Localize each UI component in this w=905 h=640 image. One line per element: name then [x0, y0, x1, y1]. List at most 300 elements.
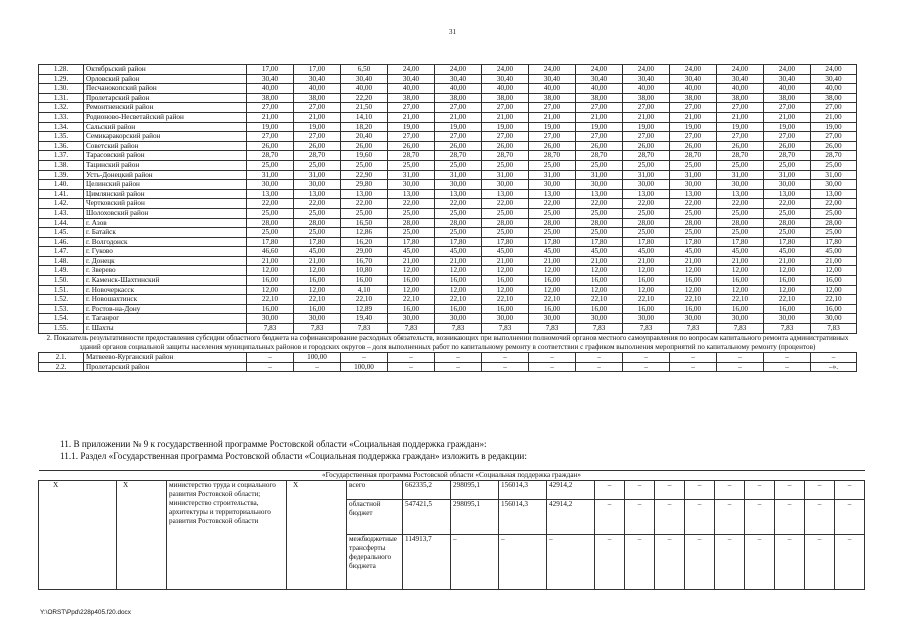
value-cell: 28,70	[717, 151, 764, 161]
value-cell: –	[805, 535, 835, 590]
value-cell: 19,00	[811, 122, 857, 132]
paragraph-11-1: 11.1. Раздел «Государственная программа Ростовской области «Социальная поддержка граждан» изложить в редакции:	[60, 451, 527, 461]
value-cell: 21,00	[482, 256, 529, 266]
value-cell: 6,50	[341, 65, 388, 75]
value-cell: 30,40	[294, 74, 341, 84]
paragraph-11: 11. В приложении № 9 к государственной программе Ростовской области «Социальная поддержка граждан»:	[60, 439, 487, 449]
value-cell: 30,00	[717, 314, 764, 324]
value-cell: –	[715, 499, 745, 534]
value-cell: 12,86	[341, 228, 388, 238]
value-cell: 40,00	[764, 84, 811, 94]
value-cell: 13,00	[529, 189, 576, 199]
row-number: 1.41.	[39, 189, 84, 199]
value-cell: 18,20	[341, 122, 388, 132]
row-number: 1.29.	[39, 74, 84, 84]
value-cell: 16,00	[341, 276, 388, 286]
value-cell: –	[529, 362, 576, 372]
value-cell: 19,00	[247, 122, 294, 132]
value-cell: 12,00	[576, 285, 623, 295]
value-cell: 45,00	[670, 247, 717, 257]
table-row	[39, 247, 857, 257]
value-cell: 27,00	[623, 103, 670, 113]
value-cell: 24,00	[717, 65, 764, 75]
value-cell: 16,00	[764, 304, 811, 314]
value-cell: 25,00	[435, 228, 482, 238]
value-cell: 30,00	[388, 314, 435, 324]
value-cell: 21,00	[811, 112, 857, 122]
value-cell: 30,40	[576, 74, 623, 84]
value-cell: 21,00	[623, 256, 670, 266]
value-cell: 17,00	[294, 65, 341, 75]
row-number: 1.36.	[39, 141, 84, 151]
value-cell: 12,00	[435, 285, 482, 295]
value-cell: 30,00	[670, 314, 717, 324]
value-cell: 12,00	[623, 266, 670, 276]
row-name: Семикаракорский район	[84, 132, 247, 142]
value-cell: 16,70	[341, 256, 388, 266]
value-cell: 27,00	[811, 103, 857, 113]
table-row	[39, 199, 857, 209]
value-cell: 547421,5	[403, 499, 451, 534]
table-row	[39, 93, 857, 103]
value-cell: 17,80	[435, 237, 482, 247]
value-cell: 40,00	[717, 84, 764, 94]
row-number: 1.39.	[39, 170, 84, 180]
value-cell: 7,83	[247, 324, 294, 334]
value-cell: 12,89	[341, 304, 388, 314]
value-cell: 22,00	[576, 199, 623, 209]
value-cell: 30,00	[717, 180, 764, 190]
row-name: г. Ростов-на-Дону	[84, 304, 247, 314]
value-cell: 25,00	[482, 160, 529, 170]
row-name: Октябрьский район	[84, 65, 247, 75]
row-number: 1.30.	[39, 84, 84, 94]
value-cell: 28,70	[811, 151, 857, 161]
value-cell: 13,00	[388, 189, 435, 199]
value-cell: 12,00	[811, 285, 857, 295]
value-cell: –	[247, 353, 294, 363]
row-name: г. Таганрог	[84, 314, 247, 324]
value-cell: 30,00	[764, 180, 811, 190]
value-cell: 19,00	[388, 122, 435, 132]
value-cell: 45,00	[388, 247, 435, 257]
value-cell: 16,00	[529, 276, 576, 286]
table-row	[39, 304, 857, 314]
value-cell: 22,00	[764, 199, 811, 209]
value-cell: 26,00	[576, 141, 623, 151]
value-cell: 42914,2	[547, 481, 595, 500]
table-row	[39, 256, 857, 266]
value-cell: 16,00	[482, 304, 529, 314]
value-cell: 22,00	[670, 199, 717, 209]
value-cell: 40,00	[341, 84, 388, 94]
value-cell: 7,83	[529, 324, 576, 334]
value-cell: –	[482, 353, 529, 363]
row-number: 1.31.	[39, 93, 84, 103]
value-cell: 31,00	[576, 170, 623, 180]
value-cell: –	[775, 481, 805, 500]
value-cell: 28,70	[247, 151, 294, 161]
value-cell: 27,00	[576, 132, 623, 142]
value-cell: 28,70	[623, 151, 670, 161]
value-cell: 12,00	[576, 266, 623, 276]
value-cell: 45,00	[294, 247, 341, 257]
value-cell: 13,00	[247, 189, 294, 199]
value-cell: 30,40	[529, 74, 576, 84]
value-cell: 28,00	[247, 218, 294, 228]
value-cell: 22,10	[388, 295, 435, 305]
value-cell: 24,00	[482, 65, 529, 75]
value-cell: 31,00	[623, 170, 670, 180]
value-cell: 26,00	[247, 141, 294, 151]
value-cell: 22,90	[341, 170, 388, 180]
value-cell: 19,00	[623, 122, 670, 132]
value-cell: 16,00	[811, 304, 857, 314]
value-cell: 25,00	[294, 208, 341, 218]
value-cell: –	[685, 535, 715, 590]
value-cell: 22,00	[388, 199, 435, 209]
value-cell: 22,10	[717, 295, 764, 305]
value-cell: 30,00	[388, 180, 435, 190]
value-cell: 40,00	[294, 84, 341, 94]
row-number: 1.33.	[39, 112, 84, 122]
value-cell: 28,00	[811, 218, 857, 228]
value-cell: –	[388, 362, 435, 372]
row-name: Тацинский район	[84, 160, 247, 170]
value-cell: –	[482, 362, 529, 372]
value-cell: 25,00	[482, 228, 529, 238]
value-cell: 45,00	[435, 247, 482, 257]
value-cell: 30,40	[764, 74, 811, 84]
row-number: 1.34.	[39, 122, 84, 132]
value-cell: 25,00	[576, 208, 623, 218]
page-number: 31	[449, 28, 456, 36]
value-cell: 31,00	[811, 170, 857, 180]
value-cell: 31,00	[529, 170, 576, 180]
row-number: 1.51.	[39, 285, 84, 295]
value-cell: 7,83	[294, 324, 341, 334]
value-cell: 38,00	[717, 93, 764, 103]
section-2-heading: 2. Показатель результативности предоставления субсидии областного бюджета на софинансирование расходных обязательств, возникающих при выполнении полномочий органов местного самоуправления по вопросам капитального ремонта административных зданий органов социальной защиты населения муниципальных районов и городских округов – доля выполненных работ по капитальному ремонту в соответствии с графиком выполнения мероприятий по капитальному ремонту (процентов)	[39, 333, 857, 352]
value-cell: 24,00	[670, 65, 717, 75]
value-cell: 156014,3	[499, 481, 547, 500]
value-cell: 30,00	[294, 180, 341, 190]
value-cell: 25,00	[623, 208, 670, 218]
table-row	[39, 218, 857, 228]
value-cell: 26,00	[529, 141, 576, 151]
value-cell: 27,00	[529, 103, 576, 113]
value-cell: 30,00	[623, 180, 670, 190]
row-name: г. Новошахтинск	[84, 295, 247, 305]
value-cell: –	[835, 481, 865, 500]
value-cell: 19,00	[717, 122, 764, 132]
value-cell: 12,00	[294, 266, 341, 276]
value-cell: 7,83	[341, 324, 388, 334]
value-cell: 13,00	[811, 189, 857, 199]
value-cell: 12,00	[247, 266, 294, 276]
value-cell: 45,00	[576, 247, 623, 257]
value-cell: 25,00	[341, 208, 388, 218]
value-cell: 26,00	[764, 141, 811, 151]
value-cell: 21,00	[247, 256, 294, 266]
value-cell: 4,10	[341, 285, 388, 295]
value-cell: 28,70	[435, 151, 482, 161]
table-row	[39, 324, 857, 334]
value-cell: 38,00	[623, 93, 670, 103]
value-cell: 12,00	[717, 266, 764, 276]
value-cell: 25,00	[764, 208, 811, 218]
value-cell: 12,00	[482, 285, 529, 295]
value-cell: 25,00	[247, 208, 294, 218]
table-row	[39, 112, 857, 122]
value-cell: –».	[811, 362, 857, 372]
row-number: 2.2.	[39, 362, 84, 372]
value-cell: 30,40	[670, 74, 717, 84]
value-cell: 25,00	[294, 228, 341, 238]
value-cell: 27,00	[294, 132, 341, 142]
table-row	[39, 295, 857, 305]
value-cell: 16,00	[247, 276, 294, 286]
value-cell: –	[685, 499, 715, 534]
row-number: 1.32.	[39, 103, 84, 113]
value-cell: –	[717, 353, 764, 363]
value-cell: –	[595, 499, 625, 534]
table-row	[39, 170, 857, 180]
row-name: г. Новочеркасск	[84, 285, 247, 295]
value-cell: 16,00	[623, 276, 670, 286]
value-cell: 30,40	[717, 74, 764, 84]
value-cell: 25,00	[764, 228, 811, 238]
value-cell: 16,00	[670, 304, 717, 314]
col-x: Х	[287, 481, 347, 590]
value-cell: 13,00	[482, 189, 529, 199]
value-cell: 26,00	[811, 141, 857, 151]
value-cell: 16,00	[576, 304, 623, 314]
value-cell: 25,00	[388, 160, 435, 170]
value-cell: 38,00	[764, 93, 811, 103]
value-cell: 21,00	[482, 112, 529, 122]
value-cell: 19,00	[764, 122, 811, 132]
value-cell: 38,00	[294, 93, 341, 103]
value-cell: 27,00	[764, 103, 811, 113]
value-cell: –	[655, 481, 685, 500]
value-cell: 25,00	[717, 160, 764, 170]
value-cell: –	[435, 353, 482, 363]
indicators-table	[38, 64, 857, 372]
value-cell: 20,40	[341, 132, 388, 142]
value-cell: 25,00	[670, 208, 717, 218]
value-cell: 27,00	[388, 132, 435, 142]
value-cell: 25,00	[482, 208, 529, 218]
row-name: Орловский район	[84, 74, 247, 84]
value-cell: 40,00	[811, 84, 857, 94]
value-cell: 12,00	[764, 285, 811, 295]
table-row	[39, 481, 865, 500]
value-cell: 17,80	[623, 237, 670, 247]
value-cell: –	[529, 353, 576, 363]
value-cell: 28,00	[764, 218, 811, 228]
value-cell: 28,00	[388, 218, 435, 228]
value-cell: 19,00	[482, 122, 529, 132]
row-number: 1.54.	[39, 314, 84, 324]
value-cell: –	[805, 481, 835, 500]
table-row	[39, 74, 857, 84]
value-cell: 21,00	[717, 112, 764, 122]
row-name: Сальский район	[84, 122, 247, 132]
value-cell: –	[595, 535, 625, 590]
section-header-row	[39, 333, 857, 352]
value-cell: 16,00	[247, 304, 294, 314]
value-cell: 30,40	[388, 74, 435, 84]
value-cell: 25,00	[576, 228, 623, 238]
value-cell: 25,00	[435, 208, 482, 218]
value-cell: –	[745, 481, 775, 500]
table-row	[39, 362, 857, 372]
value-cell: 7,83	[623, 324, 670, 334]
value-cell: 24,00	[764, 65, 811, 75]
value-cell: 28,70	[529, 151, 576, 161]
value-cell: 25,00	[717, 228, 764, 238]
value-cell: 24,00	[811, 65, 857, 75]
value-cell: 21,00	[435, 112, 482, 122]
row-number: 1.43.	[39, 208, 84, 218]
value-cell: 21,00	[388, 256, 435, 266]
value-cell: 30,00	[247, 314, 294, 324]
value-cell: 16,50	[341, 218, 388, 228]
value-cell: 19,00	[294, 122, 341, 132]
row-number: 1.44.	[39, 218, 84, 228]
value-cell: 30,00	[529, 314, 576, 324]
row-name: Песчанокопский район	[84, 84, 247, 94]
table-row	[39, 266, 857, 276]
value-cell: 17,80	[529, 237, 576, 247]
value-cell: 114913,7	[403, 535, 451, 590]
table-row	[39, 228, 857, 238]
value-cell: 24,00	[623, 65, 670, 75]
value-cell: 28,70	[764, 151, 811, 161]
value-cell: 22,10	[623, 295, 670, 305]
value-cell: 30,00	[811, 314, 857, 324]
value-cell: 40,00	[388, 84, 435, 94]
value-cell: 38,00	[247, 93, 294, 103]
table-row	[39, 160, 857, 170]
value-cell: 30,40	[482, 74, 529, 84]
value-cell: 16,00	[811, 276, 857, 286]
value-cell: 27,00	[717, 132, 764, 142]
value-cell: 25,00	[764, 160, 811, 170]
value-cell: 12,00	[529, 285, 576, 295]
value-cell: 27,00	[529, 132, 576, 142]
value-cell: 31,00	[388, 170, 435, 180]
row-number: 1.49.	[39, 266, 84, 276]
value-cell: 21,00	[576, 112, 623, 122]
value-cell: 21,00	[388, 112, 435, 122]
value-cell: 25,00	[247, 160, 294, 170]
value-cell: 7,83	[482, 324, 529, 334]
row-number: 1.45.	[39, 228, 84, 238]
value-cell: 21,00	[294, 112, 341, 122]
row-number: 1.47.	[39, 247, 84, 257]
value-cell: 38,00	[670, 93, 717, 103]
value-cell: 17,80	[764, 237, 811, 247]
value-cell: 16,00	[717, 304, 764, 314]
value-cell: 22,10	[435, 295, 482, 305]
value-cell: 16,00	[623, 304, 670, 314]
row-number: 1.37.	[39, 151, 84, 161]
value-cell: 16,00	[482, 276, 529, 286]
funding-source: всего	[347, 481, 403, 500]
value-cell: –	[715, 535, 745, 590]
value-cell: –	[595, 481, 625, 500]
value-cell: 21,00	[576, 256, 623, 266]
value-cell: 16,00	[435, 276, 482, 286]
value-cell: –	[717, 362, 764, 372]
value-cell: 22,00	[529, 199, 576, 209]
value-cell: 22,10	[811, 295, 857, 305]
value-cell: 100,00	[341, 362, 388, 372]
value-cell: 17,00	[247, 65, 294, 75]
value-cell: 30,40	[341, 74, 388, 84]
row-name: Тарасовский район	[84, 151, 247, 161]
value-cell: 22,00	[482, 199, 529, 209]
value-cell: 22,10	[764, 295, 811, 305]
value-cell: 13,00	[623, 189, 670, 199]
value-cell: 31,00	[435, 170, 482, 180]
value-cell: 30,00	[576, 180, 623, 190]
row-name: Ремонтненский район	[84, 103, 247, 113]
value-cell: 27,00	[435, 132, 482, 142]
value-cell: 30,00	[435, 180, 482, 190]
value-cell: 25,00	[811, 160, 857, 170]
value-cell: 24,00	[529, 65, 576, 75]
value-cell: 22,10	[341, 295, 388, 305]
value-cell: 28,00	[294, 218, 341, 228]
value-cell: 31,00	[670, 170, 717, 180]
value-cell: 22,10	[247, 295, 294, 305]
value-cell: –	[499, 535, 547, 590]
value-cell: 22,10	[482, 295, 529, 305]
value-cell: 26,00	[717, 141, 764, 151]
value-cell: 30,40	[623, 74, 670, 84]
value-cell: 28,70	[576, 151, 623, 161]
value-cell: –	[764, 362, 811, 372]
value-cell: –	[670, 353, 717, 363]
value-cell: 13,00	[670, 189, 717, 199]
value-cell: 14,10	[341, 112, 388, 122]
value-cell: 22,10	[294, 295, 341, 305]
value-cell: 46,60	[247, 247, 294, 257]
value-cell: 45,00	[623, 247, 670, 257]
value-cell: –	[625, 481, 655, 500]
value-cell: –	[341, 353, 388, 363]
value-cell: 27,00	[811, 132, 857, 142]
value-cell: –	[623, 353, 670, 363]
value-cell: 30,40	[435, 74, 482, 84]
row-number: 1.38.	[39, 160, 84, 170]
row-name: Пролетарский район	[84, 93, 247, 103]
value-cell: 26,00	[482, 141, 529, 151]
value-cell: 17,80	[388, 237, 435, 247]
value-cell: 25,00	[717, 208, 764, 218]
value-cell: 21,00	[717, 256, 764, 266]
value-cell: –	[775, 499, 805, 534]
value-cell: 38,00	[811, 93, 857, 103]
value-cell: 28,70	[670, 151, 717, 161]
executor-cell: министерство труда и социального развития Ростовской области; министерство строительства, архитектуры и территориального развития Ростовской области	[167, 481, 287, 590]
table-row	[39, 132, 857, 142]
value-cell: 7,83	[764, 324, 811, 334]
value-cell: 30,00	[247, 180, 294, 190]
